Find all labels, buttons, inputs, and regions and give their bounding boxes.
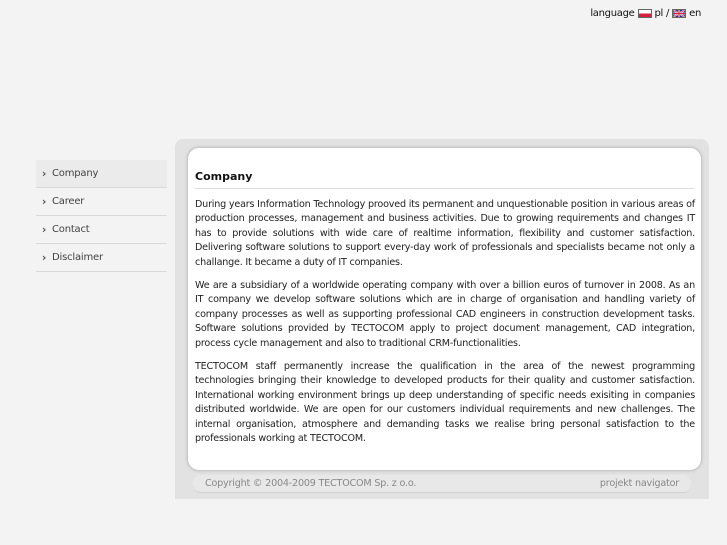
language-en-link[interactable]: en	[689, 8, 701, 19]
uk-flag-icon[interactable]	[672, 9, 686, 18]
content-card	[187, 147, 702, 471]
sidebar-item-label: Disclaimer	[52, 252, 103, 263]
credit-link[interactable]: projekt navigator	[599, 478, 679, 489]
sidebar-item-label: Career	[52, 196, 85, 207]
chevron-right-icon: ›	[41, 251, 47, 264]
language-label: language	[590, 8, 635, 19]
language-switcher	[590, 8, 701, 19]
language-pl-link[interactable]: pl	[654, 8, 664, 19]
chevron-right-icon: ›	[41, 223, 47, 236]
sidebar-nav	[36, 160, 167, 272]
paragraph: TECTOCOM staff permanently increase the qualification in the area of the newest programming technologies bringing their knowledge to developed products for their quality and customer satisfaction. International working environment brings up deep understanding of specific needs exisiting in companies distributed worldwide. We are open for our customers individual requirements and new challenges. The internal organisation, atmosphere and demanding tasks we realise bring personal satisfaction to the professionals working at TECTOCOM.	[195, 361, 695, 445]
page-title: Company	[195, 170, 694, 189]
sidebar-item-label: Company	[52, 168, 99, 179]
chevron-right-icon: ›	[41, 195, 47, 208]
sidebar-item-label: Contact	[52, 224, 90, 235]
chevron-right-icon: ›	[41, 167, 47, 180]
sidebar-item-career[interactable]	[36, 188, 167, 216]
paragraph: We are a subsidiary of a worldwide operating company with over a billion euros of turnover in 2008. As an IT company we develop software solutions which are in charge of organisation and handling variety of company processes as well as supporting professional CAD engineers in construction development tasks. Software solutions provided by TECTOCOM apply to project document management, CAD integration, process cycle management and also to traditional CRM-functionalities.	[195, 280, 695, 349]
footer	[193, 475, 691, 493]
poland-flag-icon[interactable]	[638, 9, 652, 18]
sidebar-item-disclaimer[interactable]	[36, 244, 167, 272]
article-body	[195, 198, 695, 456]
sidebar-item-contact[interactable]	[36, 216, 167, 244]
copyright-text: Copyright © 2004-2009 TECTOCOM Sp. z o.o.	[205, 478, 417, 489]
content-panel	[175, 139, 709, 499]
sidebar-item-company[interactable]	[36, 160, 167, 188]
language-separator: /	[666, 8, 670, 19]
paragraph: During years Information Technology prooved its permanent and unquestionable position in various areas of production processes, management and business activities. Due to growing requirements and changes IT has to provide solutions with wide care of realtime information, flexibility and customer satisfaction. Delivering software solutions to support every-day work of professionals and specialists became not only a challange. It became a duty of IT companies.	[195, 199, 695, 268]
